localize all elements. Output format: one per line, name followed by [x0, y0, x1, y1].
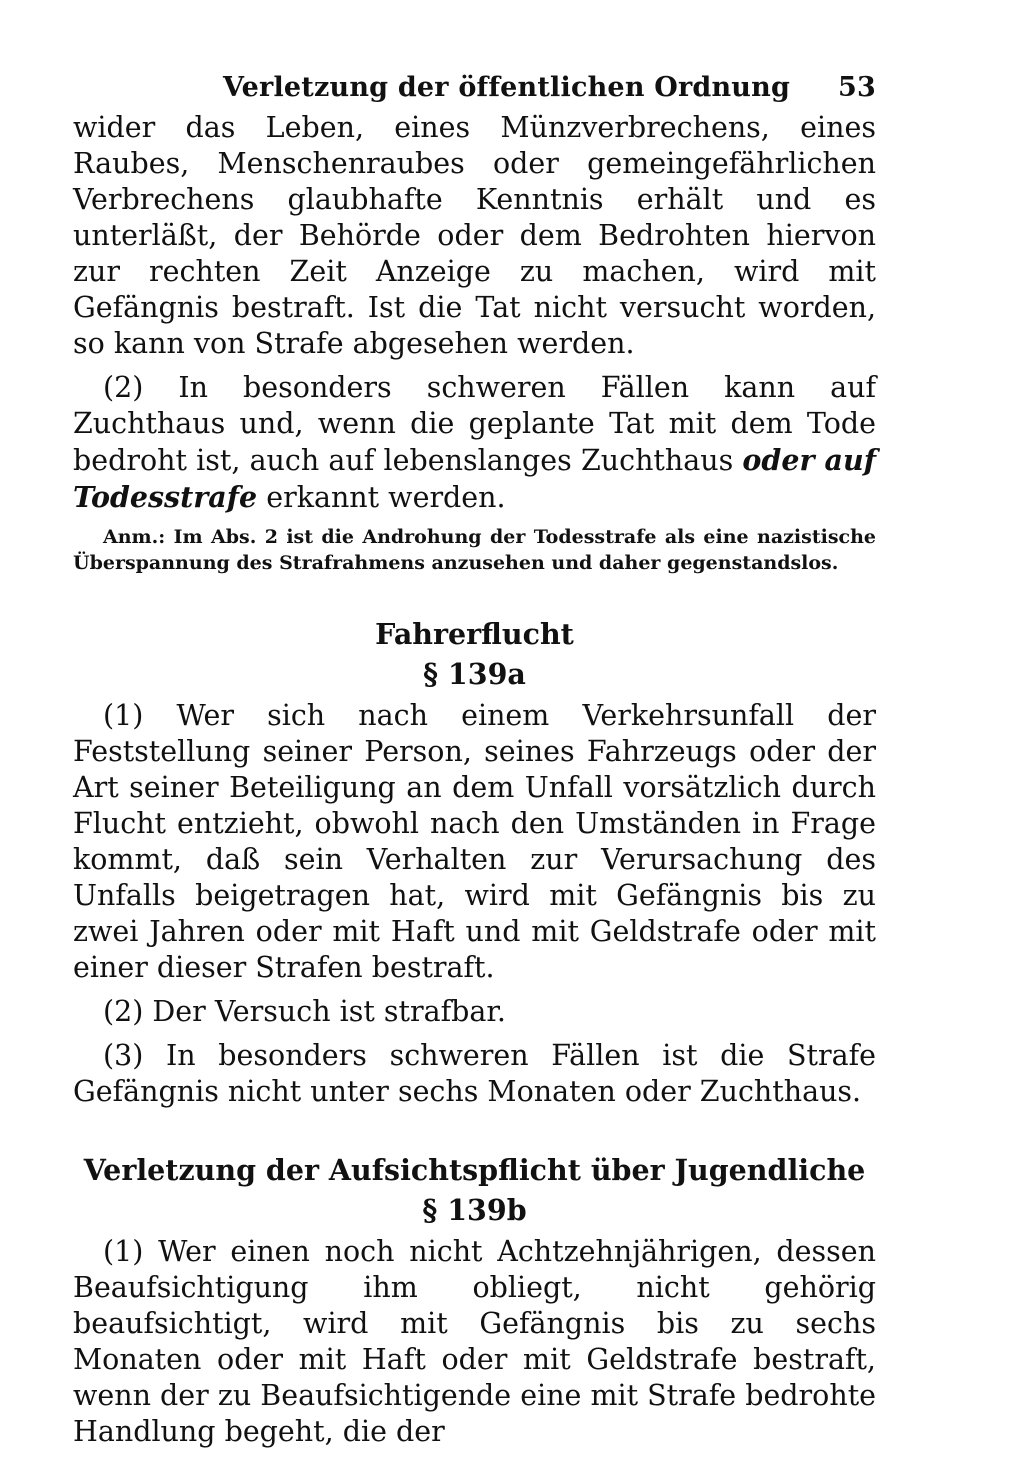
paragraph-abs-2	[73, 370, 876, 516]
page-number: 53	[838, 72, 876, 103]
section-heading-fahrerflucht: Fahrerflucht	[375, 617, 574, 651]
running-head	[73, 64, 876, 110]
section-number-139a: § 139a	[423, 657, 526, 691]
paragraph-139a-1: (1) Wer sich nach einem Verkehrsunfall der Feststellung seiner Person, seines Fahrzeugs oder der Art seiner Beteiligung an dem Unfall vorsätzlich durch Flucht entzieht, obwohl nach den Umständen in Frage kommt, daß sein Verhalten zur Verursachung des Unfalls beigetragen hat, wird mit Gefängnis bis zu zwei Jahren oder mit Haft und mit Geldstrafe oder mit einer dieser Strafen bestraft.	[73, 699, 876, 984]
paragraph-139a-3: (3) In besonders schweren Fällen ist die Strafe Gefängnis nicht unter sechs Monaten oder Zuchthaus.	[73, 1039, 876, 1108]
paragraph-abs-2-end: erkannt werden.	[266, 481, 506, 514]
paragraph-139a-2: (2) Der Versuch ist strafbar.	[103, 995, 506, 1028]
paragraph-abs-2-italic: oder auf Todesstrafe	[73, 443, 876, 514]
running-head-title: Verletzung der öffentlichen Ordnung	[223, 72, 791, 103]
paragraph-139b-1: (1) Wer einen noch nicht Achtzehnjährigen, dessen Beaufsichtigung ihm obliegt, nicht gehörig beaufsichtigt, wird mit Gefängnis bis zu sechs Monaten oder mit Haft oder mit Geldstrafe bestraft, wenn der zu Beaufsichtigende eine mit Strafe bedrohte Handlung begeht, die der	[73, 1235, 877, 1448]
section-number-139b: § 139b	[422, 1193, 527, 1227]
section-heading-aufsichtspflicht: Verletzung der Aufsichtspflicht über Jugendliche	[83, 1153, 866, 1187]
paragraph-abs-2-start: (2) In besonders schweren Fällen kann auf Zuchthaus und, wenn die geplante Tat mit dem Tode bedroht ist, auch auf lebenslanges Zuchthaus	[73, 371, 876, 477]
paragraph-continuation: wider das Leben, eines Münzverbrechens, eines Raubes, Menschenraubes oder gemeingefährlichen Verbrechens glaubhafte Kenntnis erhält und es unterläßt, der Behörde oder dem Bedrohten hiervon zur rechten Zeit Anzeige zu machen, wird mit Gefängnis bestraft. Ist die Tat nicht versucht worden, so kann von Strafe abgesehen werden.	[73, 111, 876, 360]
annotation-note: Anm.: Im Abs. 2 ist die Androhung der Todesstrafe als eine nazistische Überspannung des Strafrahmens anzusehen und daher gegenstandslos.	[73, 526, 876, 574]
document-page	[73, 64, 876, 1458]
